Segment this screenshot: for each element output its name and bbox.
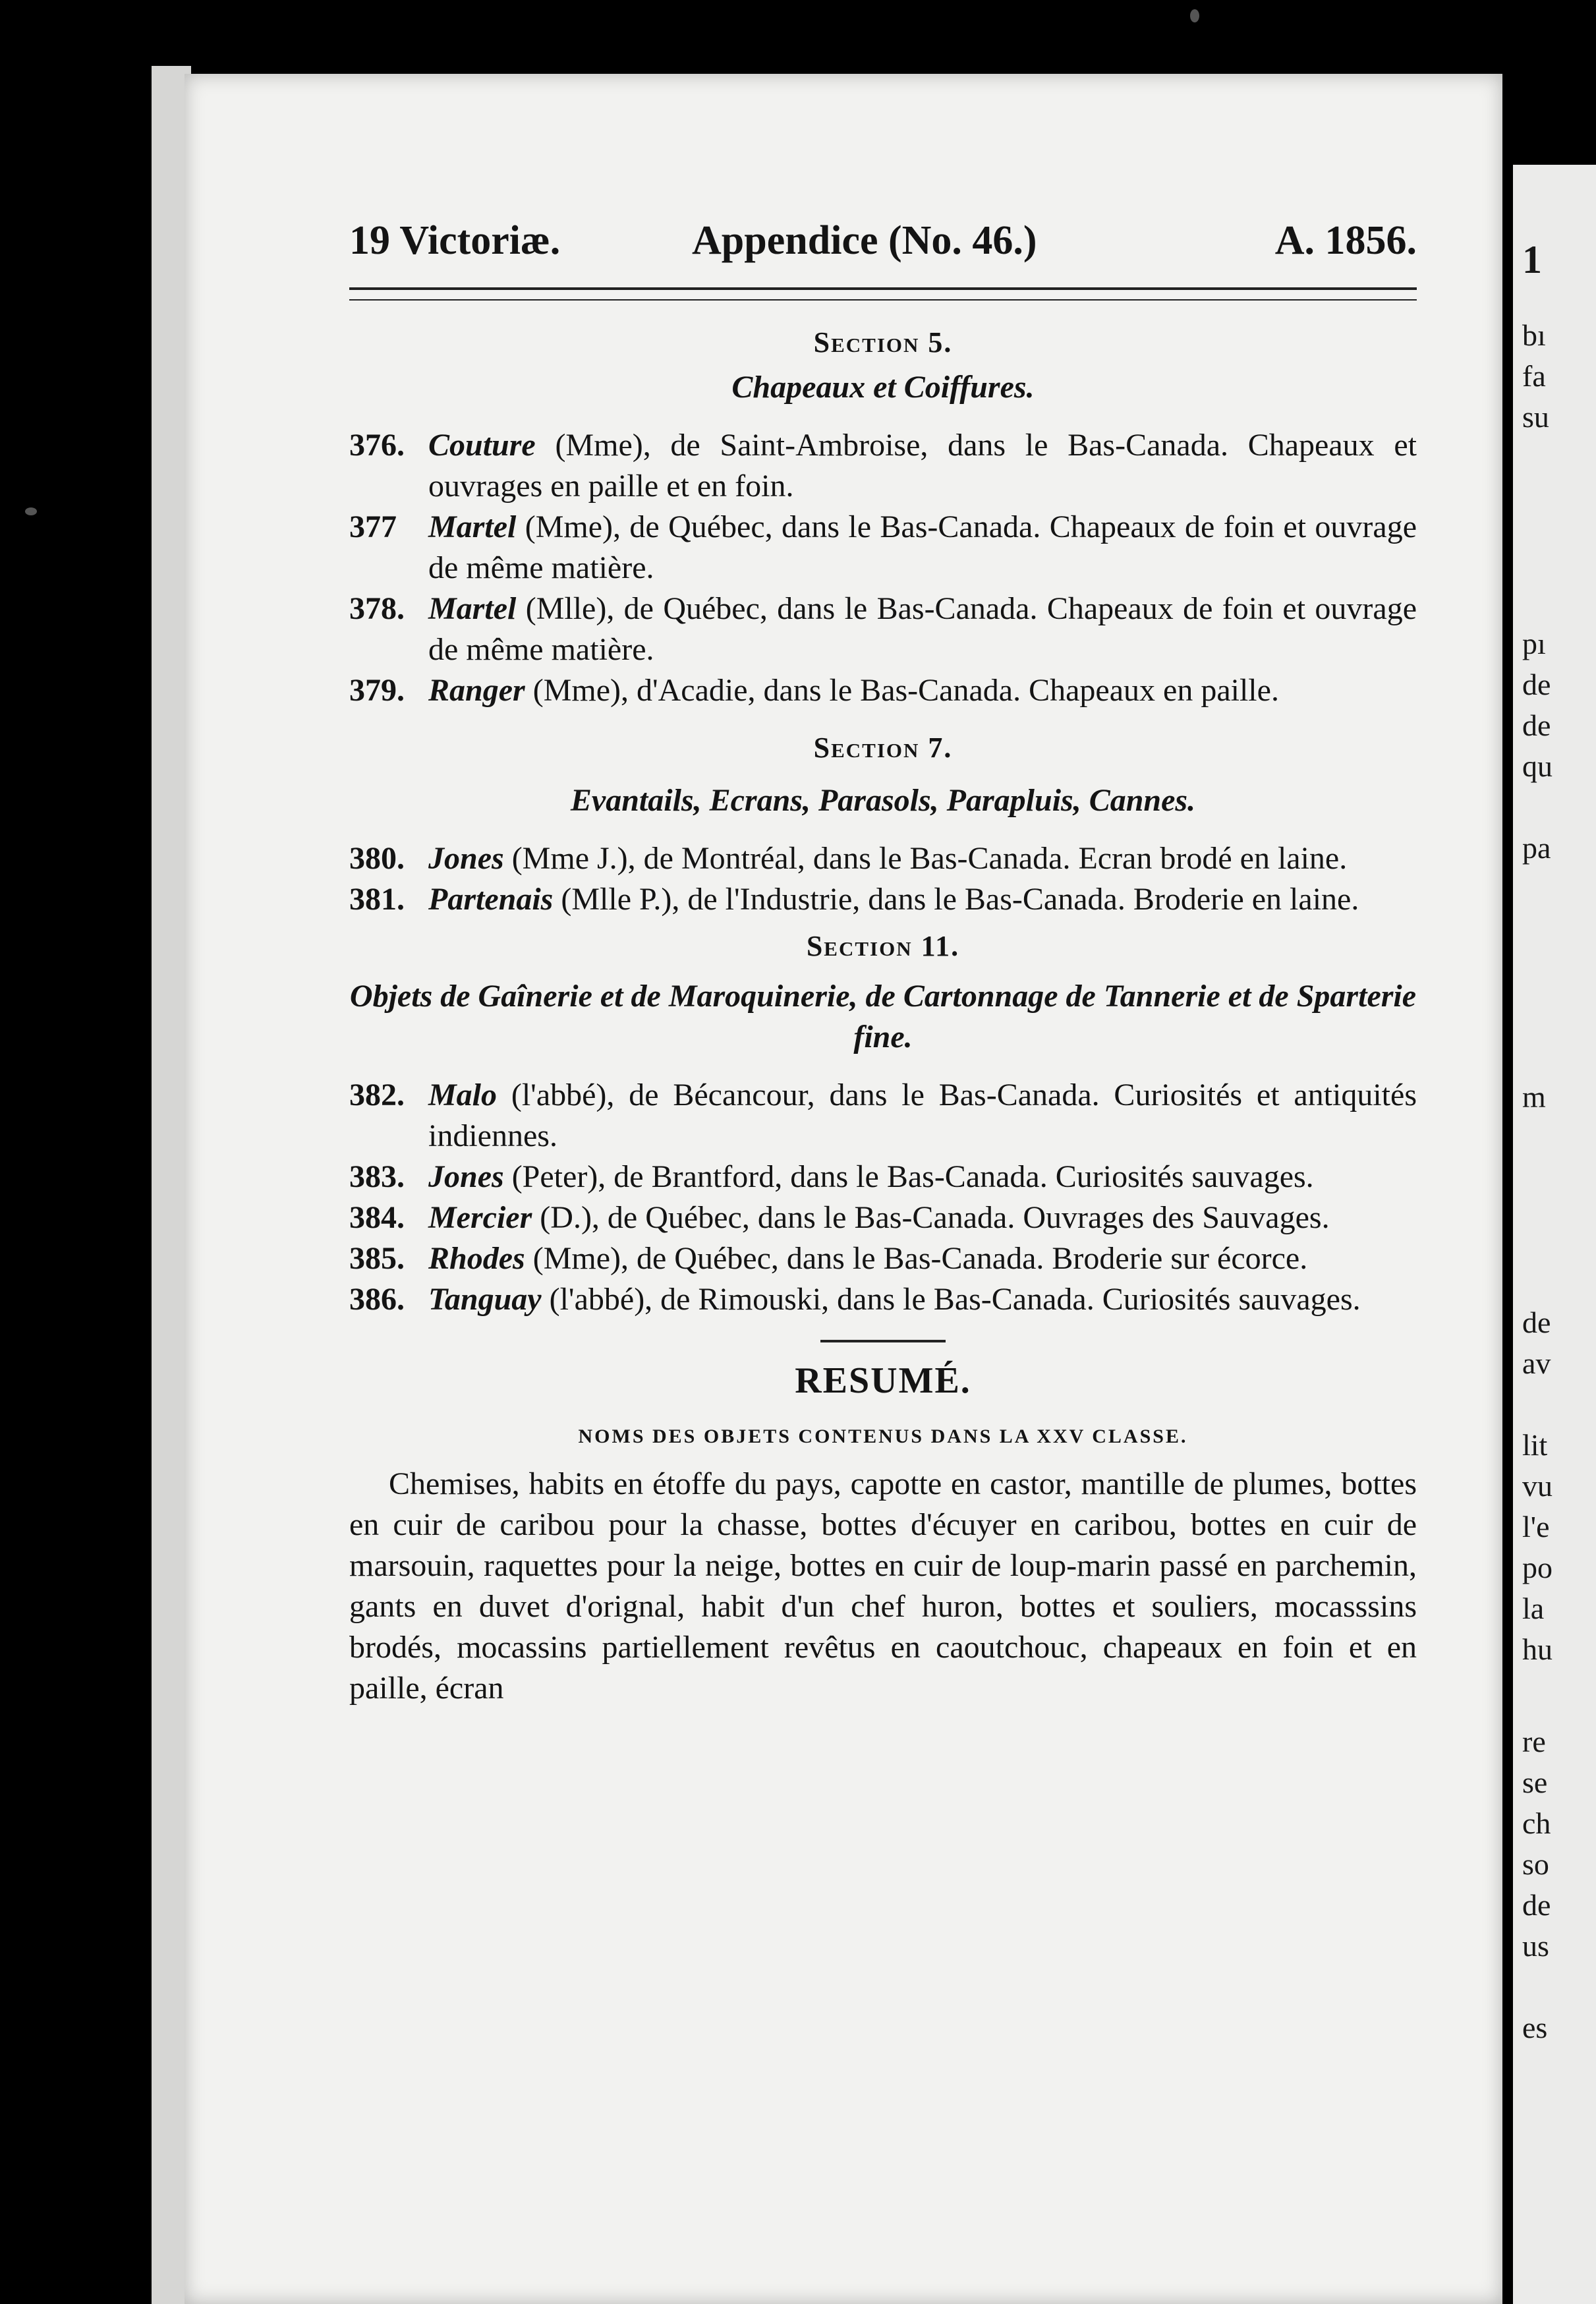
entry-number: 385. bbox=[349, 1241, 405, 1276]
adjacent-fragment: ch bbox=[1522, 1806, 1551, 1840]
catalogue-entry bbox=[349, 1238, 1417, 1279]
adjacent-fragment: fa bbox=[1522, 359, 1546, 393]
adjacent-fragment: re bbox=[1522, 1725, 1546, 1758]
entry-text: (D.), de Québec, dans le Bas-Canada. Ouvrages des Sauvages. bbox=[540, 1200, 1330, 1235]
exhibitor-name: Jones bbox=[428, 1159, 504, 1194]
catalogue-entry bbox=[349, 425, 1417, 507]
exhibitor-name: Partenais bbox=[428, 882, 554, 917]
section-heading: Section 7. bbox=[813, 732, 953, 764]
adjacent-fragment: 1 bbox=[1522, 238, 1542, 281]
scan-speck bbox=[25, 507, 37, 515]
catalogue-entry bbox=[349, 589, 1417, 670]
adjacent-fragment: us bbox=[1522, 1929, 1549, 1963]
adjacent-fragment: m bbox=[1522, 1080, 1546, 1114]
entry-text: (Mlle), de Québec, dans le Bas-Canada. Chapeaux de foin et ouvrage de même matière. bbox=[428, 591, 1417, 667]
entry-number: 384. bbox=[349, 1200, 405, 1235]
adjacent-fragment: la bbox=[1522, 1592, 1545, 1625]
section-subheading: Evantails, Ecrans, Parasols, Parapluis, Cannes. bbox=[570, 783, 1196, 818]
exhibitor-name: Couture bbox=[428, 428, 536, 463]
catalogue-entry bbox=[349, 1075, 1417, 1157]
catalogue-entry bbox=[349, 507, 1417, 589]
entry-text: (Peter), de Brantford, dans le Bas-Canada. Curiosités sauvages. bbox=[511, 1159, 1314, 1194]
adjacent-fragment: vu bbox=[1522, 1469, 1553, 1503]
entry-text: (Mme), de Québec, dans le Bas-Canada. Broderie sur écorce. bbox=[532, 1241, 1308, 1276]
entry-number: 380. bbox=[349, 841, 405, 876]
entry-number: 383. bbox=[349, 1159, 405, 1194]
resume-subtitle: NOMS DES OBJETS CONTENUS DANS LA XXV CLASSE. bbox=[578, 1426, 1188, 1447]
exhibitor-name: Malo bbox=[428, 1078, 498, 1112]
adjacent-fragment: pa bbox=[1522, 831, 1551, 865]
adjacent-fragment: de bbox=[1522, 1306, 1551, 1339]
adjacent-fragment: su bbox=[1522, 400, 1549, 434]
entry-text: (Mme), de Saint-Ambroise, dans le Bas-Canada. Chapeaux et ouvrages en paille et en foin. bbox=[428, 428, 1417, 504]
page-content bbox=[349, 217, 1417, 1709]
entry-number: 377 bbox=[349, 509, 397, 544]
entry-text: (Mme J.), de Montréal, dans le Bas-Canada. Ecran brodé en laine. bbox=[511, 841, 1348, 876]
adjacent-fragment: de bbox=[1522, 668, 1551, 701]
entry-number: 382. bbox=[349, 1078, 405, 1112]
header-year: A. 1856. bbox=[1274, 218, 1417, 263]
catalogue-entry bbox=[349, 1279, 1417, 1320]
catalogue-entry bbox=[349, 1197, 1417, 1238]
header-appendix: Appendice (No. 46.) bbox=[692, 218, 1037, 263]
entry-text: (Mme), d'Acadie, dans le Bas-Canada. Chapeaux en paille. bbox=[532, 673, 1279, 708]
running-header bbox=[349, 217, 1417, 270]
catalogue-entry bbox=[349, 838, 1417, 879]
entry-number: 386. bbox=[349, 1282, 405, 1317]
resume-body: Chemises, habits en étoffe du pays, capotte en castor, mantille de plumes, bottes en cuir de caribou pour la chasse, bottes d'écuyer en caribou, bottes en cuir de marsouin, raquettes pour la neige, bottes en cuir de loup-marin passé en parchemin, gants en duvet d'orignal, habit d'un chef huron, bottes et souliers, mocasssins brodés, mocassins partiellement revêtus en caoutchouc, chapeaux en foin et en paille, écran bbox=[349, 1466, 1417, 1706]
adjacent-fragment: so bbox=[1522, 1847, 1549, 1881]
entry-text: (Mme), de Québec, dans le Bas-Canada. Chapeaux de foin et ouvrage de même matière. bbox=[428, 509, 1417, 585]
resume-title: RESUMÉ. bbox=[795, 1360, 971, 1401]
section-subheading: Chapeaux et Coiffures. bbox=[731, 370, 1035, 405]
adjacent-fragment: l'e bbox=[1522, 1510, 1550, 1543]
scan-speck bbox=[1190, 9, 1199, 22]
exhibitor-name: Martel bbox=[428, 509, 517, 544]
adjacent-fragment: po bbox=[1522, 1551, 1553, 1584]
adjacent-fragment: se bbox=[1522, 1766, 1548, 1799]
entry-text: (l'abbé), de Bécancour, dans le Bas-Canada. Curiosités et antiquités indiennes. bbox=[428, 1078, 1417, 1153]
adjacent-fragment: hu bbox=[1522, 1632, 1553, 1666]
exhibitor-name: Martel bbox=[428, 591, 517, 626]
header-rule bbox=[349, 287, 1417, 301]
adjacent-fragment: bı bbox=[1522, 318, 1546, 352]
adjacent-fragment: de bbox=[1522, 1888, 1551, 1922]
entry-number: 378. bbox=[349, 591, 405, 626]
exhibitor-name: Ranger bbox=[428, 673, 525, 708]
adjacent-fragment: av bbox=[1522, 1346, 1551, 1380]
entry-number: 379. bbox=[349, 673, 405, 708]
header-regnal-year: 19 Victoriæ. bbox=[349, 218, 561, 263]
entry-text: (Mlle P.), de l'Industrie, dans le Bas-Canada. Broderie en laine. bbox=[561, 882, 1359, 917]
section-heading: Section 5. bbox=[813, 326, 953, 359]
adjacent-fragment: lit bbox=[1522, 1428, 1548, 1462]
catalogue-entry bbox=[349, 879, 1417, 920]
catalogue-entry bbox=[349, 670, 1417, 711]
adjacent-fragment: pı bbox=[1522, 627, 1546, 660]
catalogue-entry bbox=[349, 1157, 1417, 1197]
exhibitor-name: Mercier bbox=[428, 1200, 532, 1235]
section-heading: Section 11. bbox=[806, 930, 960, 962]
adjacent-fragment: de bbox=[1522, 708, 1551, 742]
exhibitor-name: Rhodes bbox=[428, 1241, 525, 1276]
adjacent-fragment: es bbox=[1522, 2011, 1548, 2044]
adjacent-page-strip bbox=[1513, 165, 1596, 2304]
adjacent-fragment: qu bbox=[1522, 749, 1553, 783]
entry-text: (l'abbé), de Rimouski, dans le Bas-Canada. Curiosités sauvages. bbox=[549, 1282, 1361, 1317]
entry-number: 381. bbox=[349, 882, 405, 917]
entry-number: 376. bbox=[349, 428, 405, 463]
exhibitor-name: Tanguay bbox=[428, 1282, 542, 1317]
exhibitor-name: Jones bbox=[428, 841, 504, 876]
section-subheading: Objets de Gaînerie et de Maroquinerie, de Cartonnage de Tannerie et de Sparterie fine. bbox=[349, 979, 1417, 1054]
